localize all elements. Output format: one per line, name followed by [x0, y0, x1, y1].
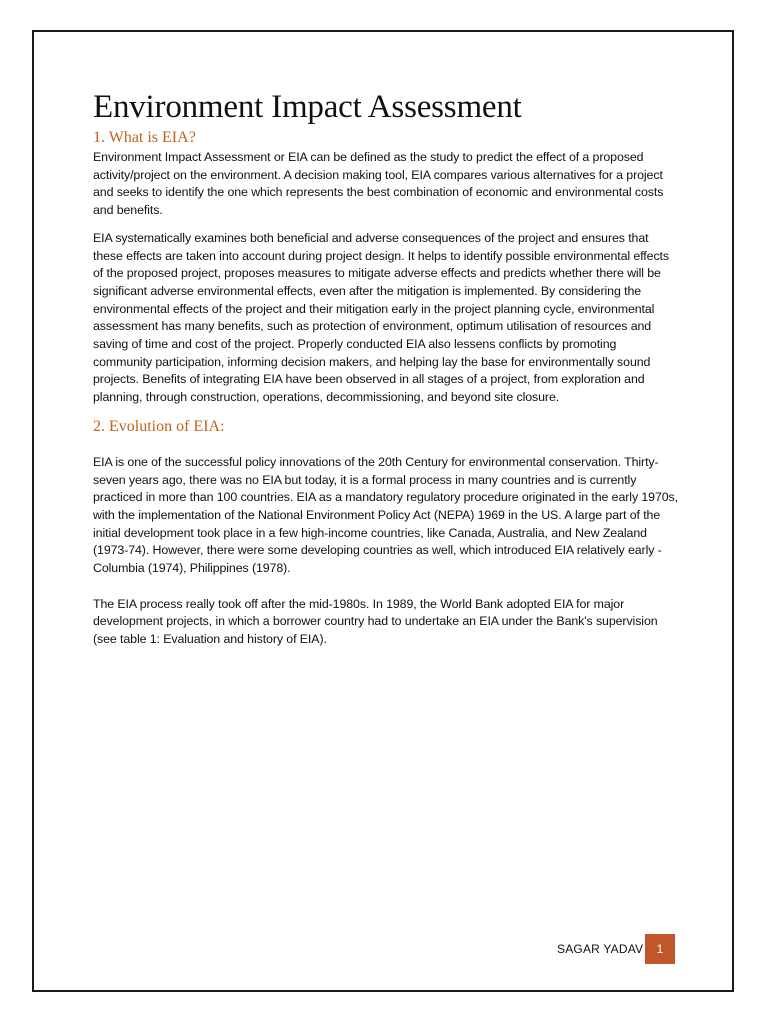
section-heading-evolution-of-eia: 2. Evolution of EIA:: [93, 417, 225, 435]
page-number: 1: [656, 942, 664, 956]
paragraph-eia-benefits: EIA systematically examines both beneficial and adverse consequences of the project and ensures that these effects are taken into account during project design. It helps to identify possible environmental effects of the proposed project, proposes measures to mitigate adverse effects and predicts whether there will be significant adverse environmental effects, even after the mitigation is implemented. By considering the environmental effects of the project and their mitigation early in the project planning cycle, environmental assessment has many benefits, such as protection of environment, optimum utilisation of resources and saving of time and cost of the project. Properly conducted EIA also lessens conflicts by promoting community participation, informing decision makers, and helping lay the base for environmentally sound projects. Benefits of integrating EIA have been observed in all stages of a project, from exploration and planning, through construction, operations, decommissioning, and beyond site closure.: [93, 230, 669, 405]
document-title: Environment Impact Assessment: [93, 89, 522, 125]
paragraph-eia-world-bank: The EIA process really took off after the mid-1980s. In 1989, the World Bank adopted EIA for major development projects, in which a borrower country had to undertake an EIA under the Bank's supervision (see table 1: Evaluation and history of EIA).: [93, 596, 658, 647]
paragraph-eia-definition: Environment Impact Assessment or EIA can be defined as the study to predict the effect of a proposed activity/project on the environment. A decision making tool, EIA compares various alternatives for a project and seeks to identify the one which represents the best combination of economic and environmental costs and benefits.: [93, 150, 664, 218]
document-body: [93, 88, 678, 649]
section-heading-what-is-eia: 1. What is EIA?: [93, 129, 196, 146]
paragraph-eia-history: EIA is one of the successful policy innovations of the 20th Century for environmental conservation. Thirty-seven years ago, there was no EIA but today, it is a formal process in many countries and is currently practiced in more than 100 countries. EIA as a mandatory regulatory procedure originated in the early 1970s, with the implementation of the National Environment Policy Act (NEPA) 1969 in the US. A large part of the initial development took place in a few high-income countries, like Canada, Australia, and New Zealand (1973-74). However, there were some developing countries as well, which introduced EIA relatively early - Columbia (1974), Philippines (1978).: [93, 454, 678, 576]
footer-author: SAGAR YADAV: [557, 942, 644, 956]
page-number-badge: [645, 934, 675, 964]
